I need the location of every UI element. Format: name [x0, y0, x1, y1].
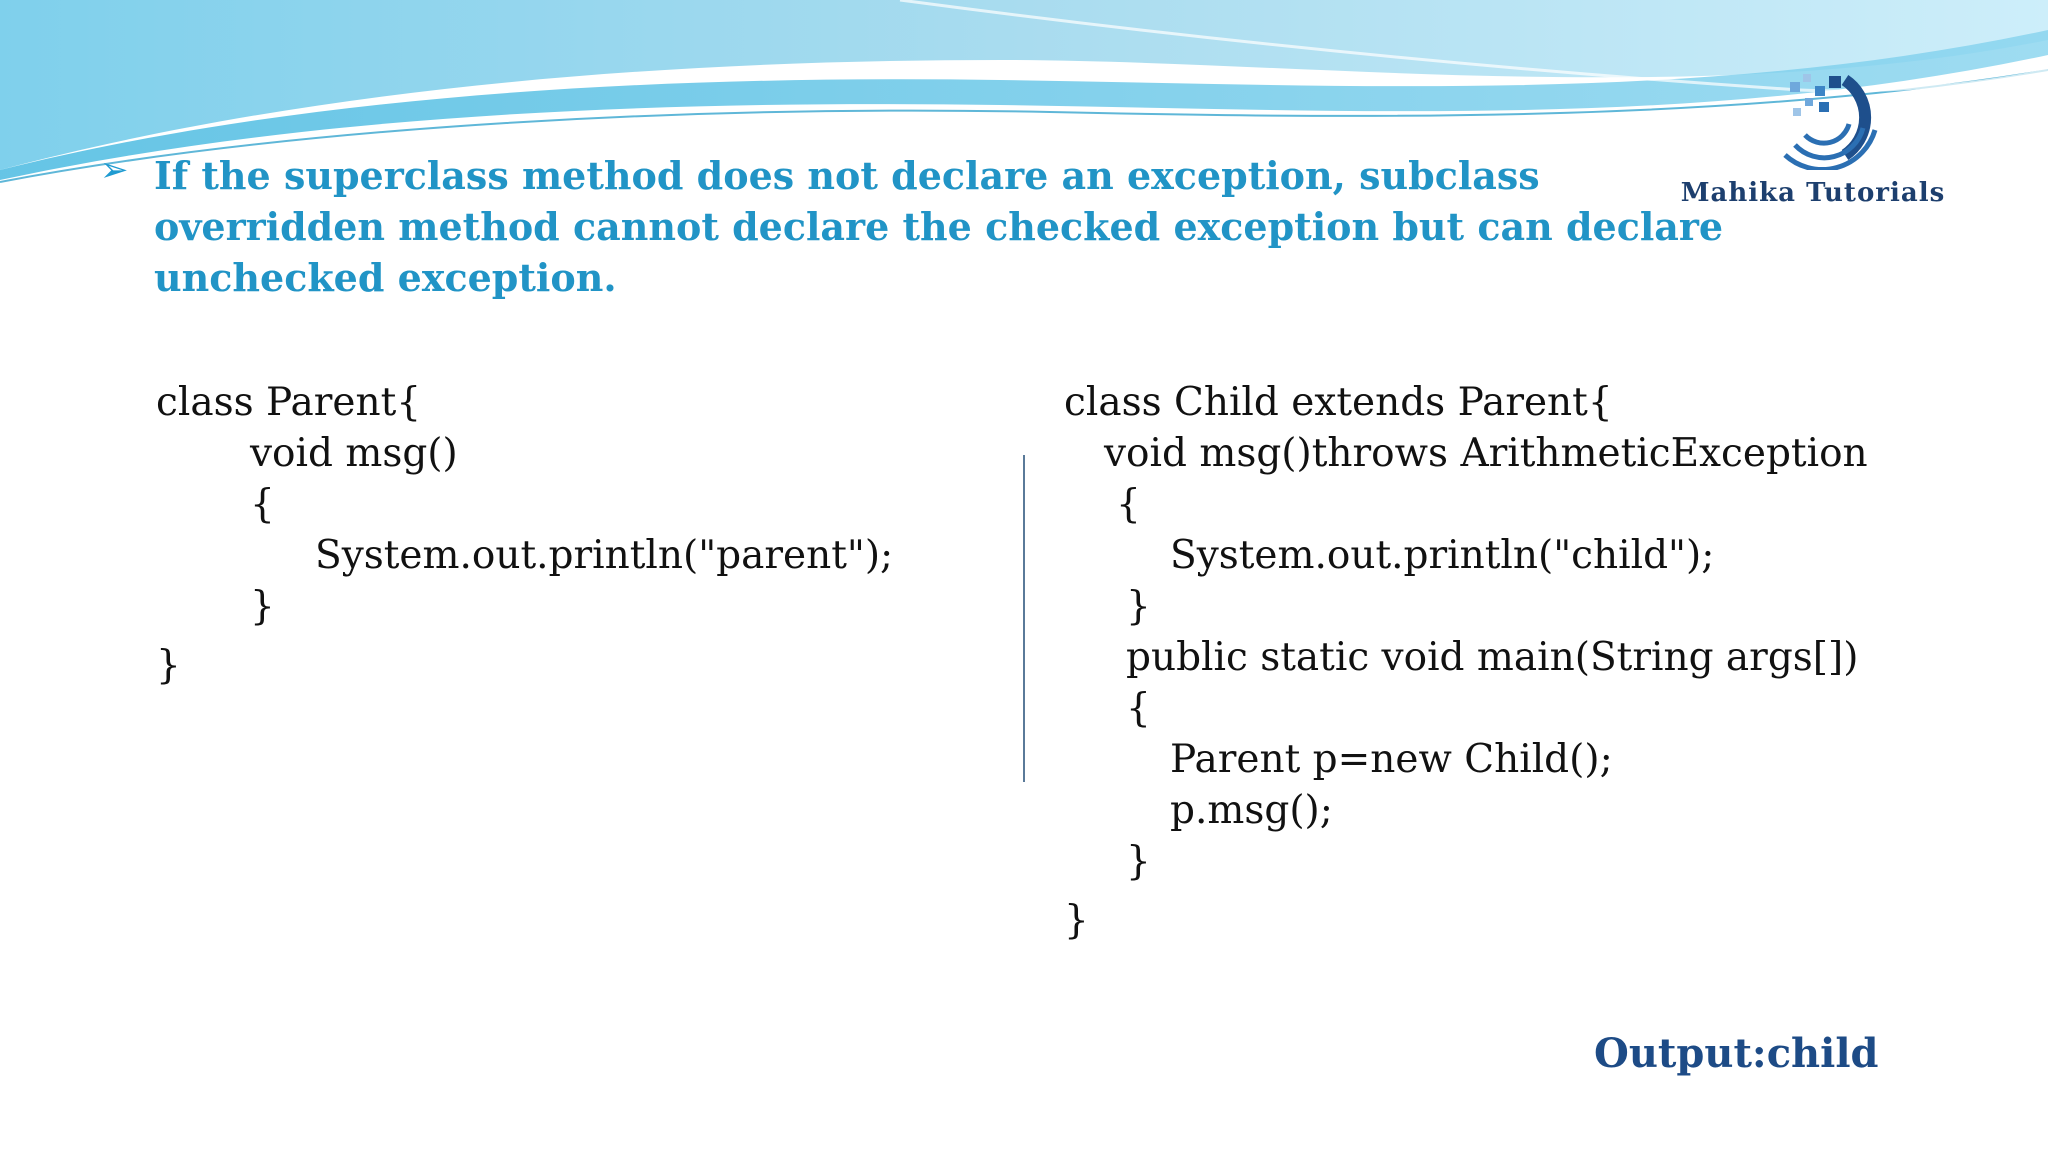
code-line: }	[250, 584, 275, 629]
code-line: void msg()	[250, 431, 458, 476]
code-line: {	[1116, 482, 1141, 527]
code-line: System.out.println("parent");	[315, 533, 894, 578]
code-line: System.out.println("child");	[1170, 533, 1715, 578]
code-line: }	[156, 643, 181, 688]
heading-line: overridden method cannot declare the checked exception but can declare	[154, 204, 1724, 249]
signal-arcs-icon	[1745, 60, 1895, 170]
heading-line: If the superclass method does not declare an exception, subclass	[154, 153, 1540, 198]
code-line: Parent p=new Child();	[1170, 737, 1613, 782]
code-line: }	[1064, 898, 1089, 943]
code-line: class Parent{	[156, 380, 422, 425]
output-label: Output:child	[1594, 1030, 1879, 1077]
code-line: public static void main(String args[])	[1126, 635, 1859, 680]
column-divider	[1023, 455, 1025, 782]
heading-line: unchecked exception.	[154, 255, 617, 300]
arrow-bullet-icon: ➢	[100, 150, 129, 190]
slide-heading	[154, 150, 1724, 303]
code-line: {	[1126, 686, 1151, 731]
code-line: p.msg();	[1170, 788, 1333, 833]
code-line: }	[1126, 839, 1151, 884]
logo-text: Mahika Tutorials	[1680, 178, 1946, 208]
code-line: void msg()throws ArithmeticException	[1104, 431, 1868, 476]
code-line: }	[1126, 584, 1151, 629]
code-line: {	[250, 482, 275, 527]
code-line: class Child extends Parent{	[1064, 380, 1613, 425]
